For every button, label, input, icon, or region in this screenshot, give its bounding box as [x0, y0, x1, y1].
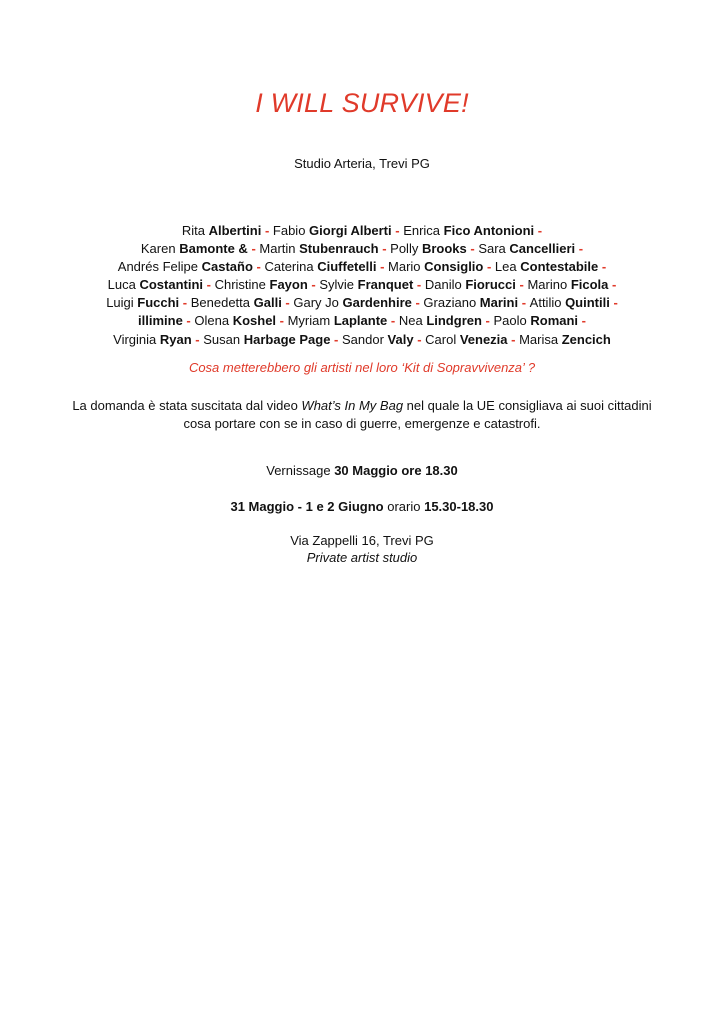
artist-separator: -	[182, 313, 195, 329]
artist-last-name: Costantini	[139, 277, 204, 293]
artist-separator: -	[575, 241, 584, 257]
artist-first-name: Myriam	[287, 313, 334, 329]
artist-first-name: Paolo	[493, 313, 531, 329]
artist-name	[194, 313, 276, 328]
artist-name	[403, 223, 534, 238]
artist-first-name: Caterina	[264, 259, 318, 275]
artist-first-name: Carol	[425, 331, 460, 347]
artist-separator: -	[598, 259, 607, 275]
artist-name	[191, 295, 282, 310]
artist-name	[519, 332, 611, 347]
artist-separator: -	[518, 295, 530, 311]
artist-last-name: Contestabile	[520, 259, 599, 275]
artist-last-name: Fucchi	[137, 295, 180, 311]
video-title: What’s In My Bag	[301, 398, 404, 413]
artist-separator: -	[203, 277, 215, 293]
artist-first-name: Enrica	[403, 223, 444, 238]
artist-name	[215, 277, 308, 292]
artist-first-name: Luigi	[106, 295, 138, 311]
artist-first-name: Martin	[259, 241, 300, 257]
artist-name	[138, 313, 183, 328]
artist-last-name: Gardenhire	[342, 295, 412, 311]
artist-name	[478, 241, 575, 256]
artist-last-name: Koshel	[232, 313, 277, 329]
artist-last-name: Castaño	[201, 259, 253, 275]
page-title: I WILL SURVIVE!	[255, 88, 469, 118]
artist-name	[113, 332, 192, 347]
artist-first-name: Christine	[214, 277, 270, 293]
private-note: Private artist studio	[306, 550, 418, 565]
opening-hours-label: orario	[383, 499, 425, 514]
artist-name	[390, 241, 467, 256]
artist-last-name: Brooks	[421, 241, 467, 257]
artist-name	[288, 313, 388, 328]
artist-separator: -	[276, 313, 288, 329]
artist-separator: -	[191, 331, 204, 347]
artist-last-name: Consiglio	[424, 259, 484, 275]
artist-separator: -	[391, 223, 404, 238]
artist-name	[264, 259, 376, 274]
artist-name	[182, 223, 261, 238]
opening-days: 31 Maggio - 1 e 2 Giugno	[230, 499, 384, 514]
artist-first-name: Marino	[527, 277, 571, 293]
artist-first-name: Mario	[388, 259, 425, 275]
artist-last-name: Galli	[253, 295, 282, 311]
artist-last-name: Ryan	[159, 331, 192, 347]
artist-separator: -	[609, 295, 618, 311]
artist-separator: -	[466, 241, 479, 257]
artist-last-name: Romani	[530, 313, 579, 329]
artist-first-name: Karen	[140, 241, 180, 257]
artist-separator: -	[483, 259, 495, 275]
artist-last-name: Harbage Page	[243, 331, 331, 347]
artist-first-name: Attilio	[529, 295, 566, 311]
artist-separator: -	[376, 259, 389, 275]
artist-separator: -	[608, 277, 617, 293]
artist-last-name: Bamonte &	[179, 241, 248, 257]
artist-separator: -	[411, 295, 424, 311]
artist-last-name: Venezia	[459, 331, 508, 347]
artist-first-name: Luca	[107, 277, 140, 293]
artist-last-name: Fico Antonioni	[443, 223, 535, 238]
artist-last-name: Zencich	[561, 331, 611, 347]
artist-name	[108, 277, 203, 292]
artist-last-name: Fiorucci	[465, 277, 516, 293]
artist-first-name: Danilo	[424, 277, 466, 293]
artist-separator: -	[281, 295, 294, 311]
artist-name	[259, 241, 378, 256]
artist-name	[493, 313, 578, 328]
artist-last-name: illimine	[138, 313, 183, 329]
artist-last-name: Franquet	[357, 277, 414, 293]
artist-first-name: Benedetta	[190, 295, 254, 311]
artist-last-name: Marini	[479, 295, 519, 311]
artist-name	[527, 277, 608, 292]
description-text-before: La domanda è stata suscitata dal video	[72, 398, 302, 413]
artist-last-name: Giorgi Alberti	[309, 223, 392, 238]
artist-name	[118, 259, 253, 274]
artist-first-name: Fabio	[272, 223, 310, 238]
artist-first-name: Sylvie	[319, 277, 358, 293]
artist-last-name: Laplante	[333, 313, 388, 329]
artist-name	[293, 295, 411, 310]
artist-separator: -	[247, 241, 260, 257]
artist-separator: -	[413, 331, 426, 347]
artist-last-name: Fayon	[269, 277, 308, 293]
artist-first-name: Susan	[203, 331, 244, 347]
artist-first-name: Sara	[478, 241, 510, 257]
artist-last-name: Stubenrauch	[299, 241, 379, 257]
vernissage-date: 30 Maggio ore 18.30	[334, 463, 458, 478]
artist-name	[106, 295, 179, 310]
artist-name	[203, 332, 330, 347]
artist-last-name: Valy	[387, 331, 414, 347]
artist-separator: -	[307, 277, 320, 293]
opening-hours: 15.30-18.30	[424, 499, 494, 514]
artist-separator: -	[578, 313, 586, 329]
artist-separator: -	[481, 313, 494, 329]
artist-first-name: Virginia	[113, 331, 160, 347]
artist-last-name: Cancellieri	[509, 241, 576, 257]
artist-list	[60, 222, 664, 349]
artist-name	[273, 223, 392, 238]
artist-separator: -	[179, 295, 191, 311]
description	[70, 397, 654, 433]
address: Via Zappelli 16, Trevi PG	[290, 533, 434, 548]
artist-name	[495, 259, 598, 274]
opening-dates	[0, 499, 724, 514]
venue: Studio Arteria, Trevi PG	[294, 156, 430, 171]
artist-name	[342, 332, 414, 347]
artist-separator: -	[261, 223, 273, 238]
artist-last-name: Lindgren	[426, 313, 482, 329]
artist-separator: -	[413, 277, 425, 293]
artist-last-name: Ciuffetelli	[317, 259, 377, 275]
artist-first-name: Gary Jo	[293, 295, 343, 311]
artist-last-name: Ficola	[570, 277, 609, 293]
artist-separator: -	[252, 259, 265, 275]
artist-name	[425, 277, 516, 292]
vernissage	[0, 463, 724, 478]
artist-last-name: Albertini	[208, 223, 262, 238]
artist-name	[399, 313, 482, 328]
artist-first-name: Nea	[398, 313, 427, 329]
artist-first-name: Olena	[194, 313, 233, 329]
artist-name	[530, 295, 610, 310]
artist-separator: -	[330, 331, 342, 347]
artist-last-name: Quintili	[565, 295, 610, 311]
artist-first-name: Marisa	[519, 331, 562, 347]
artist-first-name: Graziano	[423, 295, 480, 311]
artist-first-name: Andrés Felipe	[117, 259, 202, 275]
artist-name	[319, 277, 413, 292]
artist-name	[388, 259, 483, 274]
artist-separator: -	[534, 223, 543, 238]
artist-first-name: Sandor	[342, 331, 388, 347]
artist-first-name: Polly	[390, 241, 422, 257]
artist-separator: -	[378, 241, 391, 257]
vernissage-label: Vernissage	[266, 463, 335, 478]
artist-separator: -	[515, 277, 528, 293]
artist-first-name: Lea	[494, 259, 521, 275]
description-text-after: nel quale la UE consigliava ai suoi cittadini cosa portare con se in caso di guerre, emergenze e catastrofi.	[183, 398, 652, 431]
question: Cosa metterebbero gli artisti nel loro ‘Kit di Sopravvivenza’ ?	[188, 360, 536, 375]
artist-separator: -	[507, 331, 520, 347]
artist-name	[141, 241, 248, 256]
artist-separator: -	[387, 313, 399, 329]
artist-name	[423, 295, 518, 310]
artist-first-name: Rita	[181, 223, 209, 238]
artist-name	[425, 332, 507, 347]
